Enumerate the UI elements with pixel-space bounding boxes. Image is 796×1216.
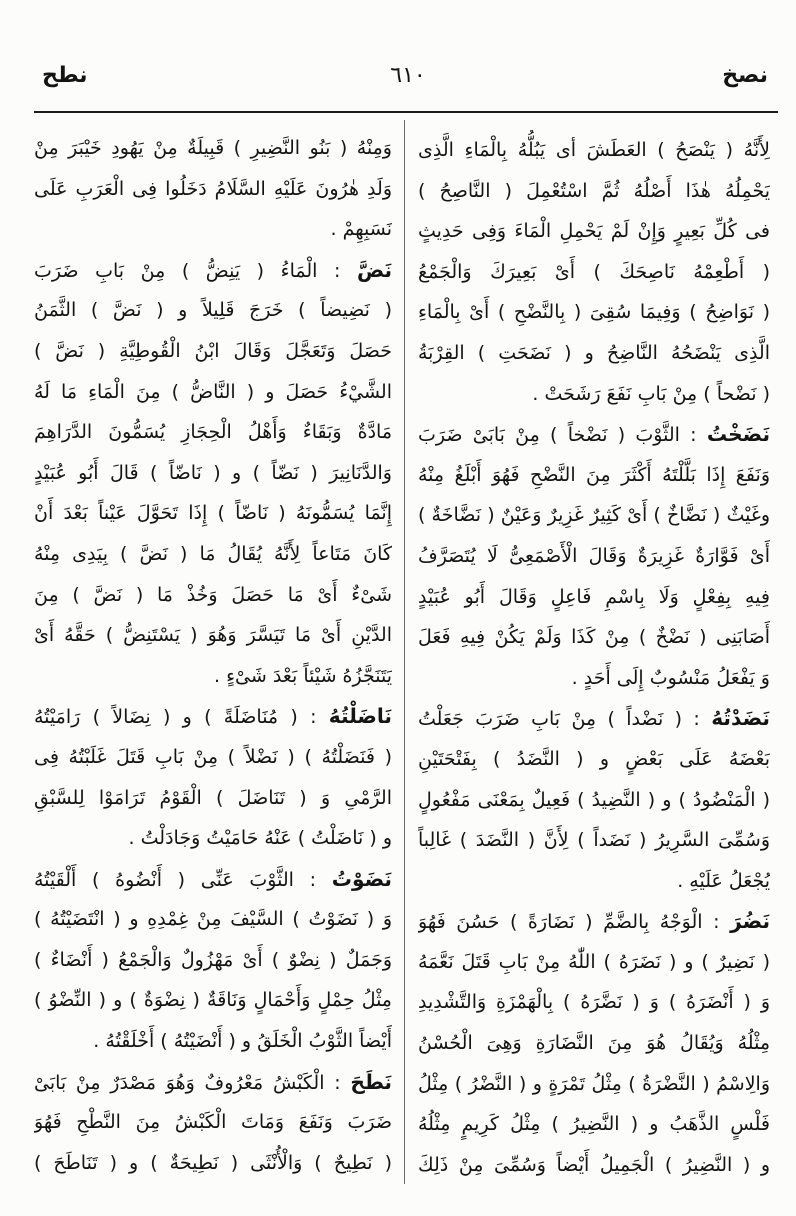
text-line [418, 495, 770, 536]
text-line [34, 169, 392, 210]
text-line [418, 252, 770, 293]
text-line [34, 290, 392, 331]
line-text: ( نَطِيحٌ ) وَالْأُنْثَى ( نَطِيحَةٌ ) و ( تَنَاطَحَ ) [34, 1151, 392, 1174]
line-text: يَتَنَجَّزُهُ شَيْئاً بَعْدَ شَىْءٍ . [214, 664, 392, 687]
entry-line [34, 696, 392, 737]
line-text: وَلَدِ هٰرُونَ عَلَيْهِ السَّلَامُ دَخَلُوا فِى الْعَرَبِ عَلَى [34, 177, 392, 200]
text-line [34, 615, 392, 656]
line-text: فى كُلِّ بَعِيرٍ وَإِنْ لَمْ يَحْمِلِ الْمَاءَ وَفِى حَدِيثٍ [418, 220, 770, 243]
text-line [34, 128, 392, 169]
text-line [34, 1102, 392, 1143]
line-text: لِأَنَّهُ ( يَنْصَحُ ) العَطَشَ أى يَبُلُّهُ بِالْمَاءِ الَّذِى [418, 139, 770, 161]
text-line [34, 412, 392, 453]
line-text: ( نَضِيضاً ) خَرَجَ قَلِيلاً و ( نَضَّ ) الثَّمَنُ [34, 299, 392, 322]
line-text: ( الْمَنْضُودُ ) و ( النَّضِيدُ ) فَعِيلٌ بِمَعْنَى مَفْعُولٍ [418, 788, 770, 811]
line-text: وَسُمِّىَ السَّرِيرُ ( نَضَداً ) لِأَنَّ ( النَّضَدَ ) غَالِباً [418, 829, 770, 852]
line-text: شَىْءٌ أَىْ مَا حَصَلَ وَخُذْ مَا ( نَضَّ ) مِنَ [34, 583, 392, 606]
text-line [34, 1021, 392, 1062]
line-text: إِنَّمَا يُسَمُّونَهُ ( نَاضّاً ) إِذَا تَحَوَّلَ عَيْناً بَعْدَ أَنْ [34, 502, 392, 525]
text-line [34, 899, 392, 940]
text-line [34, 940, 392, 981]
text-line [34, 575, 392, 616]
text-line [34, 656, 392, 697]
text-line [418, 536, 770, 577]
text-line [418, 1145, 770, 1186]
text-line [418, 1023, 770, 1064]
line-text: : الثَّوْبَ عَنِّى ( أَنْضُوهُ ) أَلْقَيْتُهُ [34, 868, 317, 891]
headword: نَضُرَ [730, 909, 770, 934]
line-text: ( نَوَاضِحُ ) وَفِيمَا سُقِىَ ( بِالنَّضْحِ ) أَىْ بِالْمَاءِ [418, 301, 770, 324]
line-text: و ( النَّضِيرُ ) الْجَمِيلُ أَيْضاً وَسُمِّىَ مِنْ ذَلِكَ [418, 1153, 770, 1176]
text-line [34, 453, 392, 494]
line-text: وغَيْثٌ ( نَضَّاخٌ ) أَىْ كَثِيرٌ غَزِيرٌ وَعَيْنٌ ( نَضَّاخَةٌ ) [418, 504, 770, 527]
line-text: : ( نَضْداً ) مِنْ بَابِ ضَرَبَ جَعَلْتُ [418, 708, 700, 731]
headword: نَطَحَ [350, 1069, 392, 1094]
line-text: كَانَ مَتَاعاً لِأَنَّهُ يُقَالُ مَا ( نَضَّ ) بِيَدِى مِنْهُ [34, 542, 392, 565]
entry-line [418, 901, 770, 942]
line-text: الشَّيْءُ حَصَلَ و ( النَّاضُّ ) مِنَ الْمَاءِ مَا لَهُ [34, 380, 392, 403]
text-line [34, 818, 392, 859]
text-line [418, 130, 770, 171]
line-text: وَ يَفْعَلُ مَنْسُوبٌ إِلَى أَحَدٍ . [571, 666, 770, 689]
running-head-right: نصخ [722, 63, 768, 88]
text-line [418, 658, 770, 699]
line-text: : الْوَجْهُ بِالضَّمِّ ( نَضَارَةً ) حَسُنَ فَهُوَ [418, 911, 720, 934]
line-text: : الْمَاءُ ( يَنِضُّ ) مِنْ بَابِ ضَرَبَ [34, 259, 341, 282]
text-line [34, 493, 392, 534]
text-line [418, 1064, 770, 1105]
text-line [418, 942, 770, 983]
line-text: وَ ( نَضَوْتُ ) السَّيْفَ مِنْ غِمْدِهِ و ( انْتَضَيْتُهُ ) [34, 908, 392, 931]
line-text: بَعْضَهُ عَلَى بَعْضٍ و ( النَّضَدُ ) بِفَتْحَتَيْنِ [418, 747, 770, 770]
text-line [418, 374, 770, 415]
text-line [418, 739, 770, 780]
column-divider [404, 120, 405, 1184]
text-line [34, 980, 392, 1021]
line-text: أَصَابَنِى ( نَضْخٌ ) مِنْ كَذَا وَلَمْ يَكُنْ فِيهِ فَعَلَ [418, 626, 770, 649]
text-line [418, 292, 770, 333]
line-text: مِثْلُهُ وَيُقَالُ هُوَ مِنَ النَّضَارَةِ وَهِىَ الْحُسْنُ [418, 1032, 770, 1055]
headword: نَاضَلْتُهُ [328, 704, 392, 729]
line-text: الدَّيْنِ أَىْ مَا تَيَسَّرَ وَهُوَ ( يَسْتَنِضُّ ) حَقَّهُ أَىْ [34, 624, 392, 647]
line-text: وَنَفَعَ إِذَا بَلَّلْتَهُ أَكْثَرَ مِنَ النَّضْحِ فَهُوَ أَبْلَغُ مِنْهُ [418, 463, 770, 486]
text-line [34, 534, 392, 575]
text-line [34, 1143, 392, 1184]
line-text: : الثَّوْبَ ( نَضْخاً ) مِنْ بَابَىْ ضَرَبَ [418, 424, 697, 447]
line-text: الرَّمْىِ وَ ( تَنَاضَلَ ) الْقَوْمُ تَرَامَوْا لِلسَّبْقِ [34, 786, 392, 809]
page-number: ٦١٠ [390, 63, 426, 88]
entry-line [418, 414, 770, 455]
line-text: نَسَبِهِمْ . [330, 218, 392, 241]
text-line [418, 1104, 770, 1145]
text-line [34, 737, 392, 778]
line-text: أَىْ فَوَّارَةٌ غَزِيرَةٌ وَقَالَ الْأَصْمَعِىُّ لَا يُتَصَرَّفُ [418, 544, 770, 567]
line-text: ( أَطْعِمْهُ نَاصِحَكَ ) أَىْ بَعِيرَكَ وَالْجَمْعُ [418, 260, 770, 283]
line-text: يُجْعَلُ عَلَيْهِ . [677, 869, 770, 892]
text-line [418, 780, 770, 821]
text-line [418, 617, 770, 658]
line-text: يَحْمِلُهُ هٰذَا أَصْلُهُ ثُمَّ اسْتُعْمِلَ ( النَّاصِحُ ) [418, 179, 770, 202]
line-text: مِثْلُ حِمْلٍ وَأَحْمَالٍ وَنَاقَةٌ ( نِضْوَةٌ ) و ( النِّضْوُ ) [34, 989, 392, 1012]
line-text: الَّذِى يَنْضَحُهُ النَّاضِحُ و ( نَضَحَتِ ) القِرْبَةُ [418, 341, 770, 364]
text-line [418, 982, 770, 1023]
line-text: أَيْضاً الثَّوْبُ الْخَلَقُ و ( أَنْضَيْتُهُ ) أَخْلَقْتُهُ . [93, 1030, 392, 1053]
text-line [34, 331, 392, 372]
text-line [418, 455, 770, 496]
line-text: وَ ( أَنْضَرَهُ ) وَ ( نَضَّرَهُ ) بِالْهَمْزَةِ وَالتَّشْدِيدِ [418, 991, 770, 1014]
entry-line [418, 698, 770, 739]
left-column [34, 128, 392, 1183]
entry-line [34, 859, 392, 900]
text-line [418, 333, 770, 374]
line-text: وَالِاسْمُ ( النَّضْرَةُ ) مِثْلُ تَمْرَةٍ و ( النَّضْرُ ) مِثْلُ [418, 1072, 770, 1095]
running-head-left: نطح [42, 63, 88, 88]
text-line [418, 211, 770, 252]
text-line [34, 372, 392, 413]
line-text: و ( نَاضَلْتُ ) عَنْهُ حَامَيْتُ وَجَادَلْتُ . [128, 827, 392, 850]
line-text: : الْكَبْشُ مَعْرُوفٌ وَهُوَ مَصْدَرٌ مِنْ بَابَىْ [34, 1071, 341, 1094]
entry-line [34, 250, 392, 291]
line-text: فَلْسٍ الذَّهَبُ و ( النَّضِيرُ ) مِثْلُ كَرِيمٍ مِثْلُهُ [418, 1113, 770, 1136]
headword: نَضَدْتُهُ [711, 706, 770, 731]
text-line [418, 577, 770, 618]
headword: نَضَخْتُ [706, 422, 770, 447]
text-line [418, 171, 770, 212]
text-line [418, 820, 770, 861]
headword: نَضَّ [356, 257, 392, 282]
line-text: وَالدَّنَانِيرَ ( نَضّاً ) و ( نَاضّاً ) قَالَ أَبُو عُبَيْدٍ [34, 461, 392, 484]
line-text: ضَرَبَ وَنَفَعَ وَمَاتَ الْكَبْشُ مِنَ النَّطْحِ فَهُوَ [34, 1111, 392, 1134]
line-text: : ( مُنَاضَلَةً ) و ( نِضَالاً ) رَامَيْتُهُ [34, 706, 317, 729]
text-line [418, 861, 770, 902]
line-text: ( فَنَضَلْتُهُ ) ( نَضْلاً ) مِنْ بَابِ قَتَلَ غَلَبْتُهُ فِى [34, 745, 392, 768]
line-text: وَمِنْهُ ( بَنُو النَّضِيرِ ) قَبِيلَةٌ مِنْ يَهُودِ خَيْبَرَ مِنْ [34, 137, 392, 159]
text-line [34, 209, 392, 250]
line-text: وَجَمَلٌ ( نِضْوٌ ) أَىْ مَهْزُولٌ وَالْجَمْعُ ( أَنْضَاءٌ ) [34, 948, 392, 971]
line-text: ( نَضِيرٌ ) و ( نَضَرَهُ ) اللّٰهُ مِنْ بَابِ قَتَلَ نَعَّمَهُ [418, 950, 770, 973]
header-rule [34, 111, 778, 113]
text-line [34, 778, 392, 819]
line-text: مَادَّةٌ وَبَقَاءٌ وَأَهْلُ الْحِجَازِ يُسَمُّونَ الدَّرَاهِمَ [34, 421, 392, 444]
headword: نَضَوْتُ [331, 866, 392, 891]
right-column [418, 130, 770, 1185]
entry-line [34, 1062, 392, 1103]
line-text: ( نَضْحاً ) مِنْ بَابِ نَفَعَ رَشَحَتْ . [532, 382, 770, 405]
line-text: حَصَلَ وَتَعَجَّلَ وَقَالَ ابْنُ الْقُوطِيَّةِ ( نَضَّ ) [34, 339, 392, 362]
line-text: فِيهِ بِفِعْلٍ وَلَا بِاسْمِ فَاعِلٍ وَقَالَ أَبُو عُبَيْدٍ [418, 585, 770, 608]
